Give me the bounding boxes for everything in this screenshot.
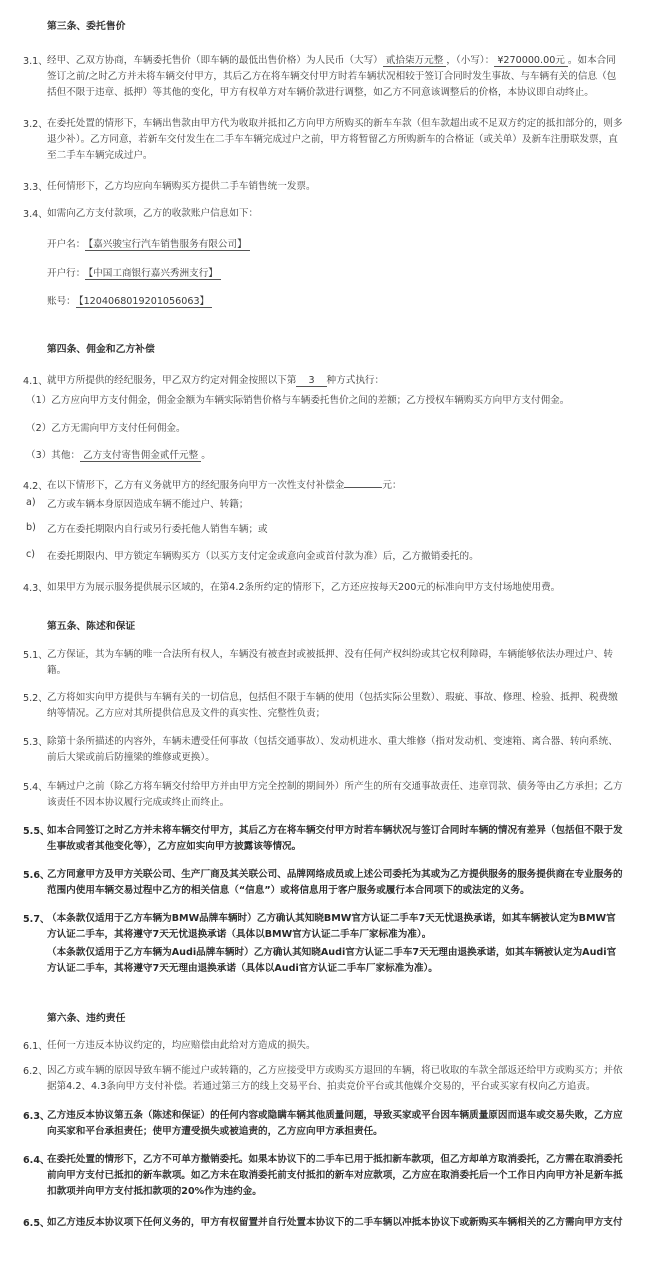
clause-6-3-number: 6.3、	[23, 1111, 50, 1122]
clause-4-1-number: 4.1、	[23, 376, 48, 387]
clause-3-3-number: 3.3、	[23, 182, 48, 193]
clause-3-2: 在委托处置的情形下，车辆出售款由甲方代为收取并抵扣乙方向甲方所购买的新车车款（但车款超出或不足双方约定的抵扣部分的，则多退少补）。乙方同意，若新车交付发生在二手车车辆完成过户之前，甲方将暂留乙方所购新车的合格证（或关单）及新车注册联发票，直至二手车车辆完成过户。	[47, 118, 623, 161]
price-amount-numeric: ¥270000.00元	[494, 55, 568, 67]
clause-6-4-number: 6.4、	[23, 1155, 50, 1166]
account-bank-value: 【中国工商银行嘉兴秀洲支行】	[85, 268, 221, 280]
clause-5-1-number: 5.1、	[23, 650, 48, 661]
clause-5-7-number: 5.7、	[23, 914, 50, 925]
clause-5-3: 除第十条所描述的内容外，车辆未遭受任何事故（包括交通事故）、发动机进水、重大维修（指对发动机、变速箱、离合器、转向系统、前后大梁或前后防撞梁的维修或更换）。	[47, 736, 618, 763]
account-bank-row: 开户行： 【中国工商银行嘉兴秀洲支行】	[47, 265, 221, 279]
compensation-blank	[344, 478, 382, 488]
clause-3-4-number: 3.4、	[23, 209, 48, 220]
clause-5-4: 车辆过户之前（除乙方将车辆交付给甲方并由甲方完全控制的期间外）所产生的所有交通事故责任、违章罚款、债务等由乙方承担；乙方该责任不因本协议履行完成或终止而终止。	[47, 781, 623, 808]
commission-option-1: （1）乙方应向甲方支付佣金，佣金金额为车辆实际销售价格与车辆委托售价之间的差额；乙方授权车辆购买方向甲方支付佣金。	[26, 395, 570, 406]
clause-5-6-number: 5.6、	[23, 870, 50, 881]
commission-choice: 3	[296, 375, 326, 387]
clause-3-4: 如需向乙方支付款项，乙方的收款账户信息如下：	[47, 208, 259, 219]
item-b-number: b)	[26, 522, 36, 533]
clause-5-2: 乙方将如实向甲方提供与车辆有关的一切信息，包括但不限于车辆的使用（包括实际公里数）、瑕疵、事故、修理、检验、抵押、税费缴纳等情况。乙方应对其所提供信息及文件的真实性、完整性负责；	[47, 692, 618, 719]
article-6-title: 第六条、违约责任	[47, 1013, 126, 1024]
clause-5-7: （本条款仅适用于乙方车辆为BMW品牌车辆时）乙方确认其知晓BMW官方认证二手车7天无忧退换承诺，如其车辆被认定为BMW官方认证二手车，其将遵守7天无忧退换承诺（具体以BMW官方认证二手车厂家标准为准）。	[47, 913, 616, 940]
clause-6-2: 因乙方或车辆的原因导致车辆不能过户或转籍的，乙方应接受甲方或购买方退回的车辆，将已收取的车款全部返还给甲方或购买方；并依据第4.2、4.3条向甲方支付补偿。若通过第三方的线上交易平台、拍卖竞价平台或其他媒介交易的，平台或买家有权向乙方追责。	[47, 1065, 623, 1092]
item-c: 在委托期限内、甲方锁定车辆购买方（以买方支付定金或意向金或首付款为准）后，乙方撤销委托的。	[47, 551, 479, 562]
clause-5-7-audi: （本条款仅适用于乙方车辆为Audi品牌车辆时）乙方确认其知晓Audi官方认证二手车7天无理由退换承诺，如其车辆被认定为Audi官方认证二手车，其将遵守7天无理由退换承诺（具体以Audi官方认证二手车厂家标准为准）。	[47, 947, 617, 974]
clause-3-1-number: 3.1、	[23, 56, 48, 67]
clause-4-3: 如果甲方为展示服务提供展示区域的，在第4.2条所约定的情形下，乙方还应按每天200元的标准向甲方支付场地使用费。	[47, 582, 561, 593]
clause-5-5: 如本合同签订之时乙方并未将车辆交付甲方，其后乙方在将车辆交付甲方时若车辆状况与签订合同时车辆的情况有差异（包括但不限于发生事故或者其他变化等），乙方应如实向甲方披露该等情况。	[47, 825, 623, 852]
account-number-value: 【1204068019201056063】	[76, 296, 212, 308]
clause-3-2-number: 3.2、	[23, 119, 48, 130]
item-c-number: c)	[26, 549, 36, 560]
clause-4-1: 就甲方所提供的经纪服务，甲乙双方约定对佣金按照以下第 3 种方式执行：	[47, 375, 385, 386]
account-name-value: 【嘉兴骏宝行汽车销售服务有限公司】	[85, 239, 249, 251]
clause-6-2-number: 6.2、	[23, 1066, 48, 1077]
clause-5-2-number: 5.2、	[23, 693, 48, 704]
commission-option-2: （2）乙方无需向甲方支付任何佣金。	[26, 423, 186, 434]
clause-4-2: 在以下情形下，乙方有义务就甲方的经纪服务向甲方一次性支付补偿金 元：	[47, 480, 402, 491]
item-a: 乙方或车辆本身原因造成车辆不能过户、转籍；	[47, 499, 249, 510]
clause-5-6: 乙方同意甲方及甲方关联公司、生产厂商及其关联公司、品牌网络成员或上述公司委托为其或为乙方提供服务的服务提供商在专业服务的范围内使用车辆交易过程中乙方的相关信息（“信息”）或将信息用于客户服务或履行本合同项下的或法定的义务。	[47, 869, 623, 896]
commission-option-3: （3）其他： 乙方支付寄售佣金贰仟元整 。	[26, 450, 211, 461]
clause-4-3-number: 4.3、	[23, 583, 48, 594]
article-3-title: 第三条、委托售价	[47, 21, 126, 32]
clause-5-4-number: 5.4、	[23, 782, 48, 793]
item-a-number: a)	[26, 497, 36, 508]
clause-5-1: 乙方保证，其为车辆的唯一合法所有权人，车辆没有被查封或被抵押、没有任何产权纠纷或其它权利障碍，车辆能够依法办理过户、转籍。	[47, 649, 614, 676]
commission-option-3-value: 乙方支付寄售佣金贰仟元整	[80, 450, 201, 462]
article-5-title: 第五条、陈述和保证	[47, 621, 136, 632]
clause-3-3: 任何情形下，乙方均应向车辆购买方提供二手车销售统一发票。	[47, 181, 316, 192]
account-number-row: 账号： 【1204068019201056063】	[47, 293, 212, 307]
clause-6-1-number: 6.1、	[23, 1041, 48, 1052]
article-4-title: 第四条、佣金和乙方补偿	[47, 344, 155, 355]
clause-3-1: 经甲、乙双方协商，车辆委托售价（即车辆的最低出售价格）为人民币（大写） 贰拾柒万元整 ，（小写）： ¥270000.00元 。如本合同签订之前/之时乙方并未将车辆交付甲方，其后乙方在将车辆交付甲方时若车辆状况相较于签订合同时发生事故、与车辆有关的信息（包括但不限于违章、抵押）等其他的变化，甲方有权单方对车辆价款进行调整，如乙方不同意该调整后的价格，本协议即自动终止。	[47, 55, 617, 98]
clause-6-1: 任何一方违反本协议约定的，均应赔偿由此给对方造成的损失。	[47, 1040, 316, 1051]
clause-6-3: 乙方违反本协议第五条（陈述和保证）的任何内容或隐瞒车辆其他质量问题，导致买家或平台因车辆质量原因而退车或交易失败，乙方应向买家和平台承担责任；使甲方遭受损失或被追责的，乙方应向甲方承担责任。	[47, 1110, 623, 1137]
clause-4-2-number: 4.2、	[23, 481, 48, 492]
clause-6-4: 在委托处置的情形下，乙方不可单方撤销委托。如果本协议下的二手车已用于抵扣新车款项，但乙方却单方取消委托，乙方需在取消委托前向甲方支付已抵扣的新车款项。如乙方未在取消委托前支付抵扣的新车对应款项，乙方应在取消委托后一个工作日内向甲方补足新车抵扣款项并向甲方支付抵扣款项的20%作为违约金。	[47, 1154, 623, 1197]
account-name-row: 开户名： 【嘉兴骏宝行汽车销售服务有限公司】	[47, 236, 250, 250]
price-amount-chinese: 贰拾柒万元整	[383, 55, 447, 67]
clause-5-3-number: 5.3、	[23, 737, 48, 748]
clause-6-5: 如乙方违反本协议项下任何义务的，甲方有权留置并自行处置本协议下的二手车辆以冲抵本协议下或新购买车辆相关的乙方需向甲方支付	[47, 1217, 623, 1228]
item-b: 乙方在委托期限内自行或另行委托他人销售车辆；或	[47, 524, 268, 535]
clause-5-5-number: 5.5、	[23, 826, 50, 837]
clause-6-5-number: 6.5、	[23, 1218, 50, 1229]
